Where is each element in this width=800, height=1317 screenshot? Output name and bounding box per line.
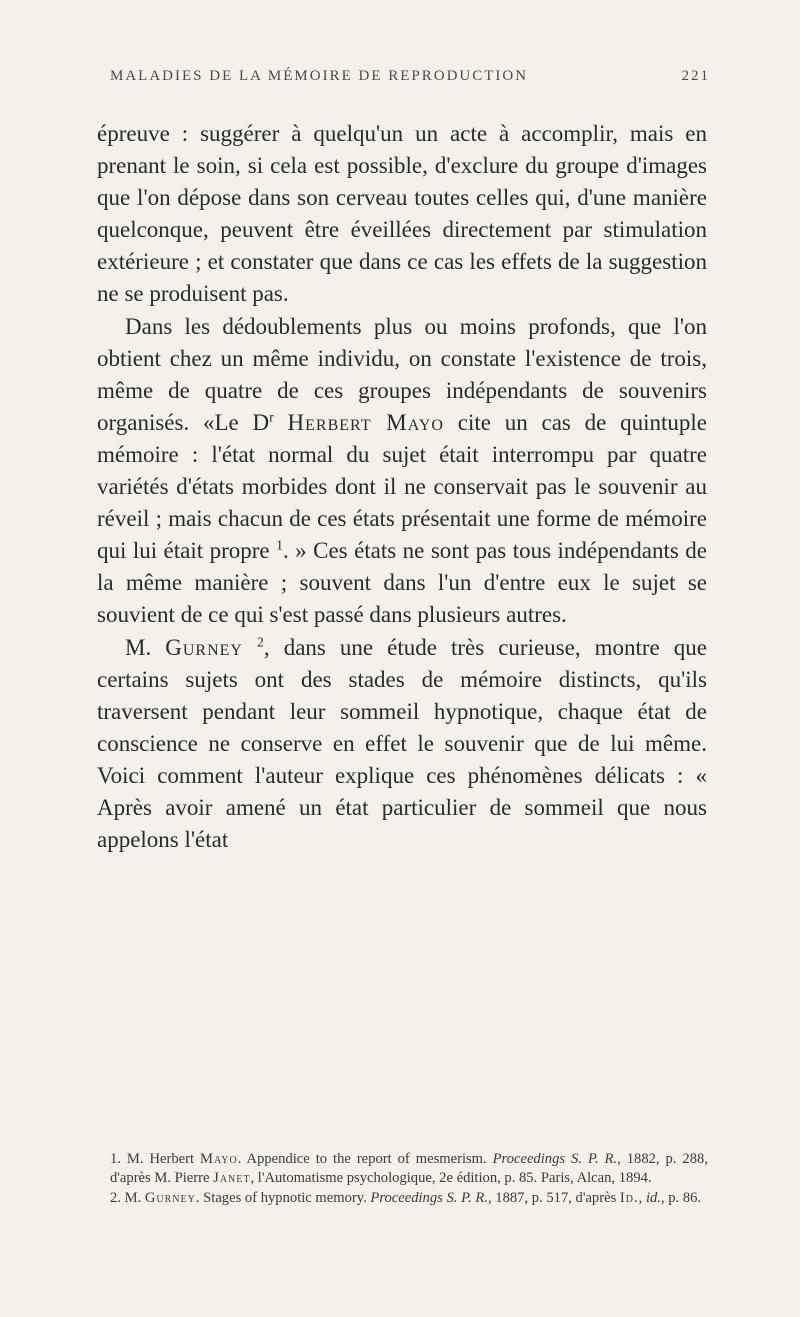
paragraph-3-text-a: M. — [125, 634, 166, 660]
fn2-text-b: . Stages of hypnotic memory. — [195, 1189, 371, 1206]
fn2-author: Gurney — [144, 1189, 196, 1206]
running-header — [110, 68, 710, 92]
paragraph-1 — [97, 118, 707, 311]
author-name-gurney: Gurney — [165, 634, 243, 660]
paragraph-2 — [97, 311, 707, 632]
fn1-text-d: , l'Automatisme psychologique, 2e édition, p. 85. Paris, Alcan, 1894. — [250, 1170, 652, 1187]
paragraph-1-text: épreuve : suggérer à quelqu'un un acte à accomplir, mais en prenant le soin, si cela est possible, d'exclure du groupe d'images que l'on dépose dans son cerveau toutes celles qui, d'une manière quelconque, peuvent être éveillées directement par stimulation extérieure ; et constater que dans ce cas les effets de la suggestion ne se produisent pas. — [97, 121, 707, 307]
main-text — [97, 118, 707, 856]
footnote-2 — [110, 1189, 708, 1208]
fn2-publication: Proceedings S. P. R. — [370, 1189, 488, 1206]
paragraph-3-text-b: , dans une étude très curieuse, montre que certains sujets ont des stades de mémoire distincts, qu'ils traversent pendant leur sommeil hypnotique, chaque état de conscience ne conserve en effet le souvenir que de lui même. Voici comment l'auteur explique ces phénomènes délicats : « Après avoir amené un état particulier de sommeil que nous appelons l'état — [97, 634, 707, 853]
fn1-text-a: 1. M. Herbert — [110, 1151, 201, 1167]
footnote-1 — [110, 1150, 708, 1189]
author-name-mayo: Herbert Mayo — [287, 409, 444, 435]
fn2-idem: id. — [645, 1189, 661, 1206]
page-number: 221 — [681, 68, 710, 84]
fn1-author: Mayo — [200, 1151, 238, 1167]
fn2-text-c: , 1887, p. 517, d'après — [487, 1189, 620, 1206]
footnotes — [110, 1150, 708, 1208]
doctor-abbrev-sup: r — [269, 409, 274, 425]
fn1-text-b: . Appendice to the report of mesmerism. — [237, 1151, 493, 1167]
footnote-ref-2: 2 — [257, 633, 264, 649]
footnote-ref-1: 1 — [276, 537, 283, 553]
paragraph-2-text-c: . » Ces états ne sont pas tous indépendants de la même manière ; souvent dans l'un d'entre eux le sujet se souvient de ce qui s'est passé dans plusieurs autres. — [97, 538, 707, 628]
paragraph-2-text-b: cite un cas de quintuple mémoire : l'état normal du sujet était interrompu par quatre variétés d'états morbides dont il ne conservait pas le souvenir au réveil ; mais chacun de ces états présentait une forme de mémoire qui lui était propre — [97, 409, 708, 564]
fn2-text-d: , — [638, 1189, 646, 1206]
paragraph-2-text-a: Dans les dédoublements plus ou moins profonds, que l'on obtient chez un même individu, on constate l'existence de trois, même de quatre de ces groupes indépendants de souvenirs organisés. «Le D — [97, 313, 707, 435]
fn1-text-c: , 1882, p. 288, d'après M. Pierre — [110, 1151, 708, 1187]
fn1-publication: Proceedings S. P. R. — [492, 1151, 618, 1167]
fn2-text-a: 2. M. — [110, 1189, 145, 1206]
fn2-ibid: Id. — [619, 1189, 639, 1206]
running-title: MALADIES DE LA MÉMOIRE DE REPRODUCTION — [110, 68, 529, 84]
fn2-text-e: , p. 86. — [660, 1189, 702, 1206]
paragraph-3 — [97, 632, 707, 857]
fn1-janet: Janet — [213, 1170, 251, 1187]
